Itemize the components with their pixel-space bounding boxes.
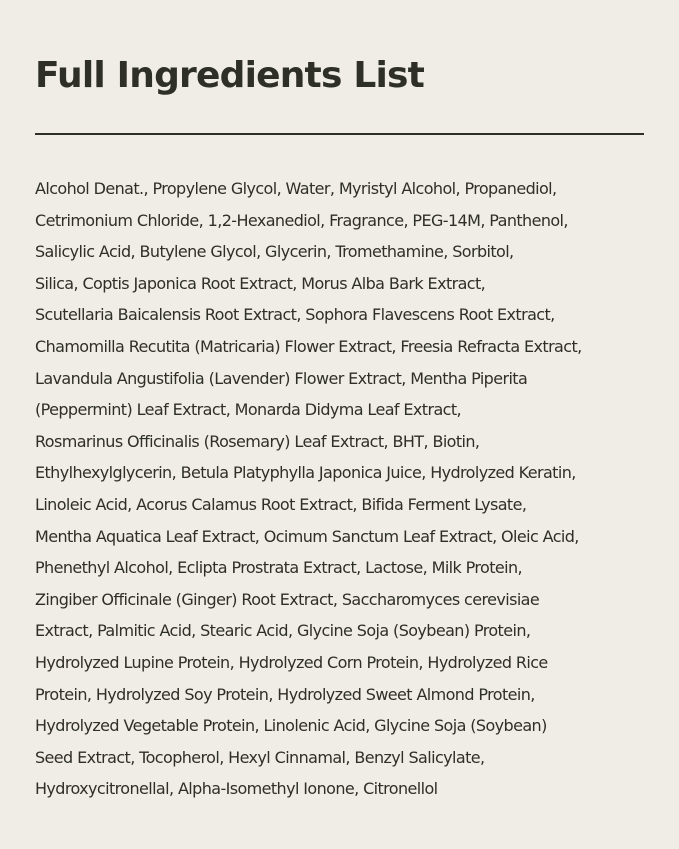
ingredients-list xyxy=(35,173,645,805)
ingredients-line: Seed Extract, Tocopherol, Hexyl Cinnamal, Benzyl Salicylate, xyxy=(35,747,485,767)
page-title: Full Ingredients List xyxy=(35,55,425,96)
ingredients-line: Mentha Aquatica Leaf Extract, Ocimum Sanctum Leaf Extract, Oleic Acid, xyxy=(35,526,579,546)
ingredients-line: Rosmarinus Officinalis (Rosemary) Leaf Extract, BHT, Biotin, xyxy=(35,431,480,451)
ingredients-line: Alcohol Denat., Propylene Glycol, Water, Myristyl Alcohol, Propanediol, xyxy=(35,179,557,198)
ingredients-line: (Peppermint) Leaf Extract, Monarda Didyma Leaf Extract, xyxy=(35,400,462,420)
ingredients-line: Ethylhexylglycerin, Betula Platyphylla Japonica Juice, Hydrolyzed Keratin, xyxy=(35,463,576,483)
ingredients-line: Zingiber Officinale (Ginger) Root Extract, Saccharomyces cerevisiae xyxy=(35,589,540,609)
ingredients-line: Salicylic Acid, Butylene Glycol, Glycerin, Tromethamine, Sorbitol, xyxy=(35,242,514,262)
ingredients-line: Protein, Hydrolyzed Soy Protein, Hydrolyzed Sweet Almond Protein, xyxy=(35,684,535,704)
divider xyxy=(35,133,644,135)
ingredients-line: Silica, Coptis Japonica Root Extract, Morus Alba Bark Extract, xyxy=(35,273,486,293)
ingredients-line: Linoleic Acid, Acorus Calamus Root Extract, Bifida Ferment Lysate, xyxy=(35,494,527,514)
ingredients-line: Chamomilla Recutita (Matricaria) Flower Extract, Freesia Refracta Extract, xyxy=(35,336,582,356)
ingredients-line: Hydroxycitronellal, Alpha-Isomethyl Ionone, Citronellol xyxy=(35,779,438,799)
ingredients-line: Phenethyl Alcohol, Eclipta Prostrata Extract, Lactose, Milk Protein, xyxy=(35,558,523,578)
ingredients-line: Extract, Palmitic Acid, Stearic Acid, Glycine Soja (Soybean) Protein, xyxy=(35,621,531,641)
ingredients-line: Hydrolyzed Vegetable Protein, Linolenic Acid, Glycine Soja (Soybean) xyxy=(35,716,547,736)
ingredients-line: Cetrimonium Chloride, 1,2-Hexanediol, Fragrance, PEG-14M, Panthenol, xyxy=(35,210,568,230)
ingredients-line: Hydrolyzed Lupine Protein, Hydrolyzed Corn Protein, Hydrolyzed Rice xyxy=(35,652,548,672)
ingredients-line: Scutellaria Baicalensis Root Extract, Sophora Flavescens Root Extract, xyxy=(35,305,555,325)
ingredients-line: Lavandula Angustifolia (Lavender) Flower Extract, Mentha Piperita xyxy=(35,368,528,388)
